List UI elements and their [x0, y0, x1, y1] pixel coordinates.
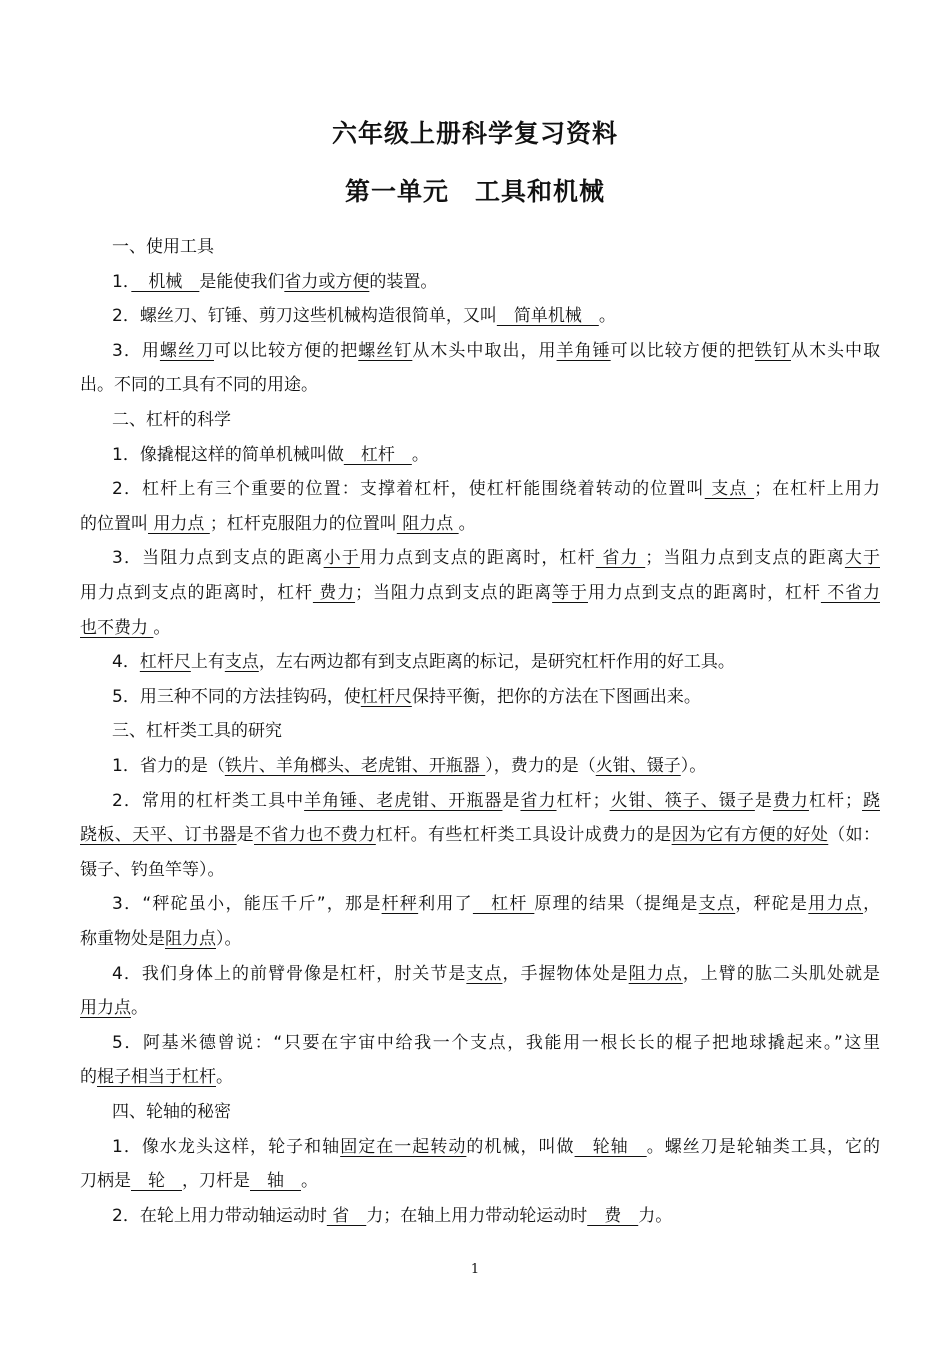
underlined-answer: 杠杆尺 — [139, 652, 191, 673]
page-number: 1 — [470, 1262, 480, 1277]
text-run: ，秤砣是 — [735, 894, 809, 915]
text-line — [80, 1095, 880, 1130]
underlined-answer: 也不费力 — [80, 617, 154, 638]
text-run: 。 — [598, 306, 616, 327]
underlined-answer: 支点 — [704, 479, 755, 500]
unit-title: 第一单元 工具和机械 — [344, 177, 605, 206]
underlined-answer: 轮 — [131, 1171, 182, 1192]
text-run: 力。 — [638, 1205, 673, 1226]
text-run: 是 — [236, 825, 255, 846]
text-line — [80, 991, 880, 1026]
text-run: 可以比较方便的把 — [214, 340, 359, 361]
text-run: 利用了 — [418, 894, 473, 915]
text-run: 。 — [216, 1067, 233, 1088]
text-run: 的装置。 — [369, 271, 438, 292]
underlined-answer: 费 — [587, 1205, 639, 1226]
underlined-answer: 大于 — [844, 548, 880, 569]
underlined-answer: 固定在一起转动 — [340, 1136, 467, 1157]
text-line — [80, 472, 880, 507]
text-run: 。螺丝刀是轮轴类工具，它的 — [646, 1136, 880, 1157]
underlined-answer: 阻力点 — [396, 513, 459, 534]
text-line — [80, 611, 880, 646]
text-run: 四、轮轴的秘密 — [112, 1102, 231, 1122]
text-run: 。 — [153, 617, 171, 638]
underlined-answer: 螺丝钉 — [358, 340, 413, 361]
text-run: ；在杠杆上用力 — [754, 479, 880, 500]
text-line — [80, 438, 880, 473]
text-line — [80, 818, 880, 853]
text-run: ，手握物体处是 — [502, 963, 629, 984]
text-run: 。 — [411, 444, 429, 465]
text-run: 2．在轮上用力带动轴运动时 — [112, 1205, 327, 1226]
text-run: 。 — [131, 998, 148, 1019]
text-run: 镊子、钓鱼竿等）。 — [80, 859, 225, 880]
text-line — [80, 230, 880, 265]
text-run: 5．阿基米德曾说：“只要在宇宙中给我一个支点，我能用一根长长的棍子把地球撬起来。”这里 — [112, 1032, 880, 1053]
text-line — [80, 334, 880, 369]
text-run: 的位置叫 — [80, 513, 148, 534]
underlined-answer: 不省力 — [820, 583, 880, 603]
underlined-answer: 不省力也不费力 — [254, 825, 376, 846]
text-run: 是 — [502, 790, 521, 811]
text-line — [80, 853, 880, 888]
text-run: 力；在轴上用力带动轮运动时 — [366, 1205, 588, 1226]
text-run: ）。 — [680, 756, 707, 776]
text-line — [80, 749, 880, 784]
text-run: 是能使我们 — [199, 271, 285, 292]
text-run: 5．用三种不同的方法挂钩码，使 — [112, 686, 361, 707]
underlined-answer: 阻力点 — [628, 963, 683, 984]
text-run: 称重物处是 — [80, 929, 165, 949]
underlined-answer: 省力或方便 — [284, 271, 370, 292]
text-run: 三、杠杆类工具的研究 — [112, 721, 282, 742]
text-line — [80, 1026, 880, 1061]
text-line — [80, 507, 880, 542]
underlined-answer: 羊角锤、老虎钳、开瓶器 — [304, 790, 503, 811]
underlined-answer: 羊角锤 — [556, 340, 611, 361]
text-run: 二、杠杆的科学 — [112, 410, 231, 430]
text-line — [80, 541, 880, 576]
underlined-answer: 轴 — [250, 1171, 301, 1192]
text-line — [80, 887, 880, 922]
text-run: 3．当阻力点到支点的距离 — [112, 548, 324, 569]
text-run: 2．杠杆上有三个重要的位置：支撑着杠杆，使杠杆能围绕着转动的位置叫 — [112, 479, 705, 500]
text-run: 杠杆； — [808, 790, 863, 811]
text-line — [80, 1199, 880, 1234]
underlined-answer: 铁钉 — [754, 340, 791, 361]
text-run: 1． — [112, 271, 132, 292]
underlined-answer: 省力 — [595, 548, 646, 569]
text-run: 可以比较方便的把 — [610, 340, 755, 361]
text-line — [80, 299, 880, 334]
underlined-answer: 用力点 — [80, 998, 131, 1019]
underlined-answer: 用力点 — [808, 894, 864, 915]
text-run: 是 — [754, 790, 773, 811]
text-line — [80, 714, 880, 749]
text-run: 2．螺丝刀、钉锤、剪刀这些机械构造很简单，又叫 — [112, 306, 497, 327]
text-run: 1．省力的是（ — [112, 756, 225, 776]
text-run: 的机械，叫做 — [466, 1136, 575, 1157]
text-line — [80, 1060, 880, 1095]
text-line — [80, 265, 880, 300]
underlined-answer: 火钳、镊子 — [595, 756, 681, 776]
text-run: ，左右两边都有到支点距离的标记，是研究杠杆作用的好工具。 — [258, 652, 735, 673]
underlined-answer: 费力 — [772, 790, 809, 811]
underlined-answer: 费力 — [312, 583, 356, 603]
underlined-answer: 省力 — [520, 790, 557, 811]
text-run: 杠杆。有些杠杆类工具设计成费力的是 — [375, 825, 672, 846]
text-run: 用力点到支点的距离时，杠杆 — [80, 583, 313, 603]
text-run: （如： — [828, 825, 880, 846]
text-run: 从木头中取出，用 — [412, 340, 557, 361]
text-line — [80, 784, 880, 819]
text-line — [80, 403, 880, 438]
text-line — [80, 645, 880, 680]
underlined-answer: 铁片、羊角榔头、老虎钳、开瓶器 — [224, 756, 486, 776]
text-run: 1．像撬棍这样的简单机械叫做 — [112, 444, 344, 465]
text-run: 2．常用的杠杆类工具中 — [112, 790, 305, 811]
text-line — [80, 922, 880, 957]
text-run: 刀柄是 — [80, 1171, 131, 1192]
underlined-answer: 支点 — [224, 652, 259, 673]
text-run: 原理的结果（提绳是 — [534, 894, 699, 915]
text-run: 1．像水龙头这样，轮子和轴 — [112, 1136, 341, 1157]
text-run: ， — [863, 894, 880, 915]
underlined-answer: 等于 — [552, 583, 588, 603]
text-run: ，刀杆是 — [182, 1171, 250, 1192]
text-run: ；杠杆克服阻力的位置叫 — [209, 513, 397, 534]
text-run: 4．我们身体上的前臂骨像是杠杆，肘关节是 — [112, 963, 467, 984]
underlined-answer: 杠杆 — [343, 444, 412, 465]
text-run: 一、使用工具 — [112, 237, 214, 257]
text-line — [80, 1130, 880, 1165]
text-run: 保持平衡，把你的方法在下图画出来。 — [411, 686, 701, 707]
underlined-answer: 螺丝刀 — [159, 340, 214, 361]
text-run: ），费力的是（ — [485, 756, 596, 776]
text-run: 从木头中取 — [790, 340, 880, 361]
underlined-answer: 杠杆尺 — [360, 686, 412, 707]
underlined-answer: 轮轴 — [574, 1136, 647, 1157]
text-line — [80, 368, 880, 403]
underlined-answer: 杆秤 — [381, 894, 419, 915]
underlined-answer: 省 — [326, 1205, 367, 1226]
underlined-answer: 跷板、天平、订书器 — [80, 825, 237, 846]
underlined-answer: 杠杆 — [472, 894, 535, 915]
text-run: 。 — [301, 1171, 318, 1192]
text-run: 杠杆； — [556, 790, 610, 811]
text-run: 出。不同的工具有不同的用途。 — [80, 375, 318, 396]
text-run: 3．用 — [112, 340, 160, 361]
text-run: 4． — [112, 652, 140, 673]
underlined-answer: 支点 — [698, 894, 736, 915]
underlined-answer: 阻力点 — [165, 929, 216, 949]
text-run: 用力点到支点的距离时，杠杆 — [359, 548, 596, 569]
text-run: ；当阻力点到支点的距离 — [355, 583, 553, 603]
text-line — [80, 957, 880, 992]
text-run: 用力点到支点的距离时，杠杆 — [587, 583, 821, 603]
underlined-answer: 火钳、筷子、镊子 — [609, 790, 755, 811]
underlined-answer: 简单机械 — [496, 306, 599, 327]
underlined-answer: 小于 — [323, 548, 360, 569]
text-run: ）。 — [216, 929, 242, 949]
text-line — [80, 576, 880, 611]
text-run: 的 — [80, 1067, 97, 1088]
text-line — [80, 680, 880, 715]
underlined-answer: 因为它有方便的好处 — [671, 825, 829, 846]
text-run: ；当阻力点到支点的距离 — [645, 548, 845, 569]
text-run: 。 — [458, 513, 476, 534]
underlined-answer: 支点 — [466, 963, 503, 984]
document-title: 六年级上册科学复习资料 — [331, 119, 618, 148]
underlined-answer: 跷 — [862, 790, 880, 811]
underlined-answer: 用力点 — [148, 513, 210, 534]
underlined-answer: 棍子相当于杠杆 — [97, 1067, 216, 1088]
underlined-answer: 机械 — [131, 271, 200, 292]
text-run: 3．“秤砣虽小，能压千斤”，那是 — [112, 894, 382, 915]
text-run: ，上臂的肱二头肌处就是 — [682, 963, 880, 984]
text-run: 上有 — [190, 652, 225, 673]
text-line — [80, 1164, 880, 1199]
